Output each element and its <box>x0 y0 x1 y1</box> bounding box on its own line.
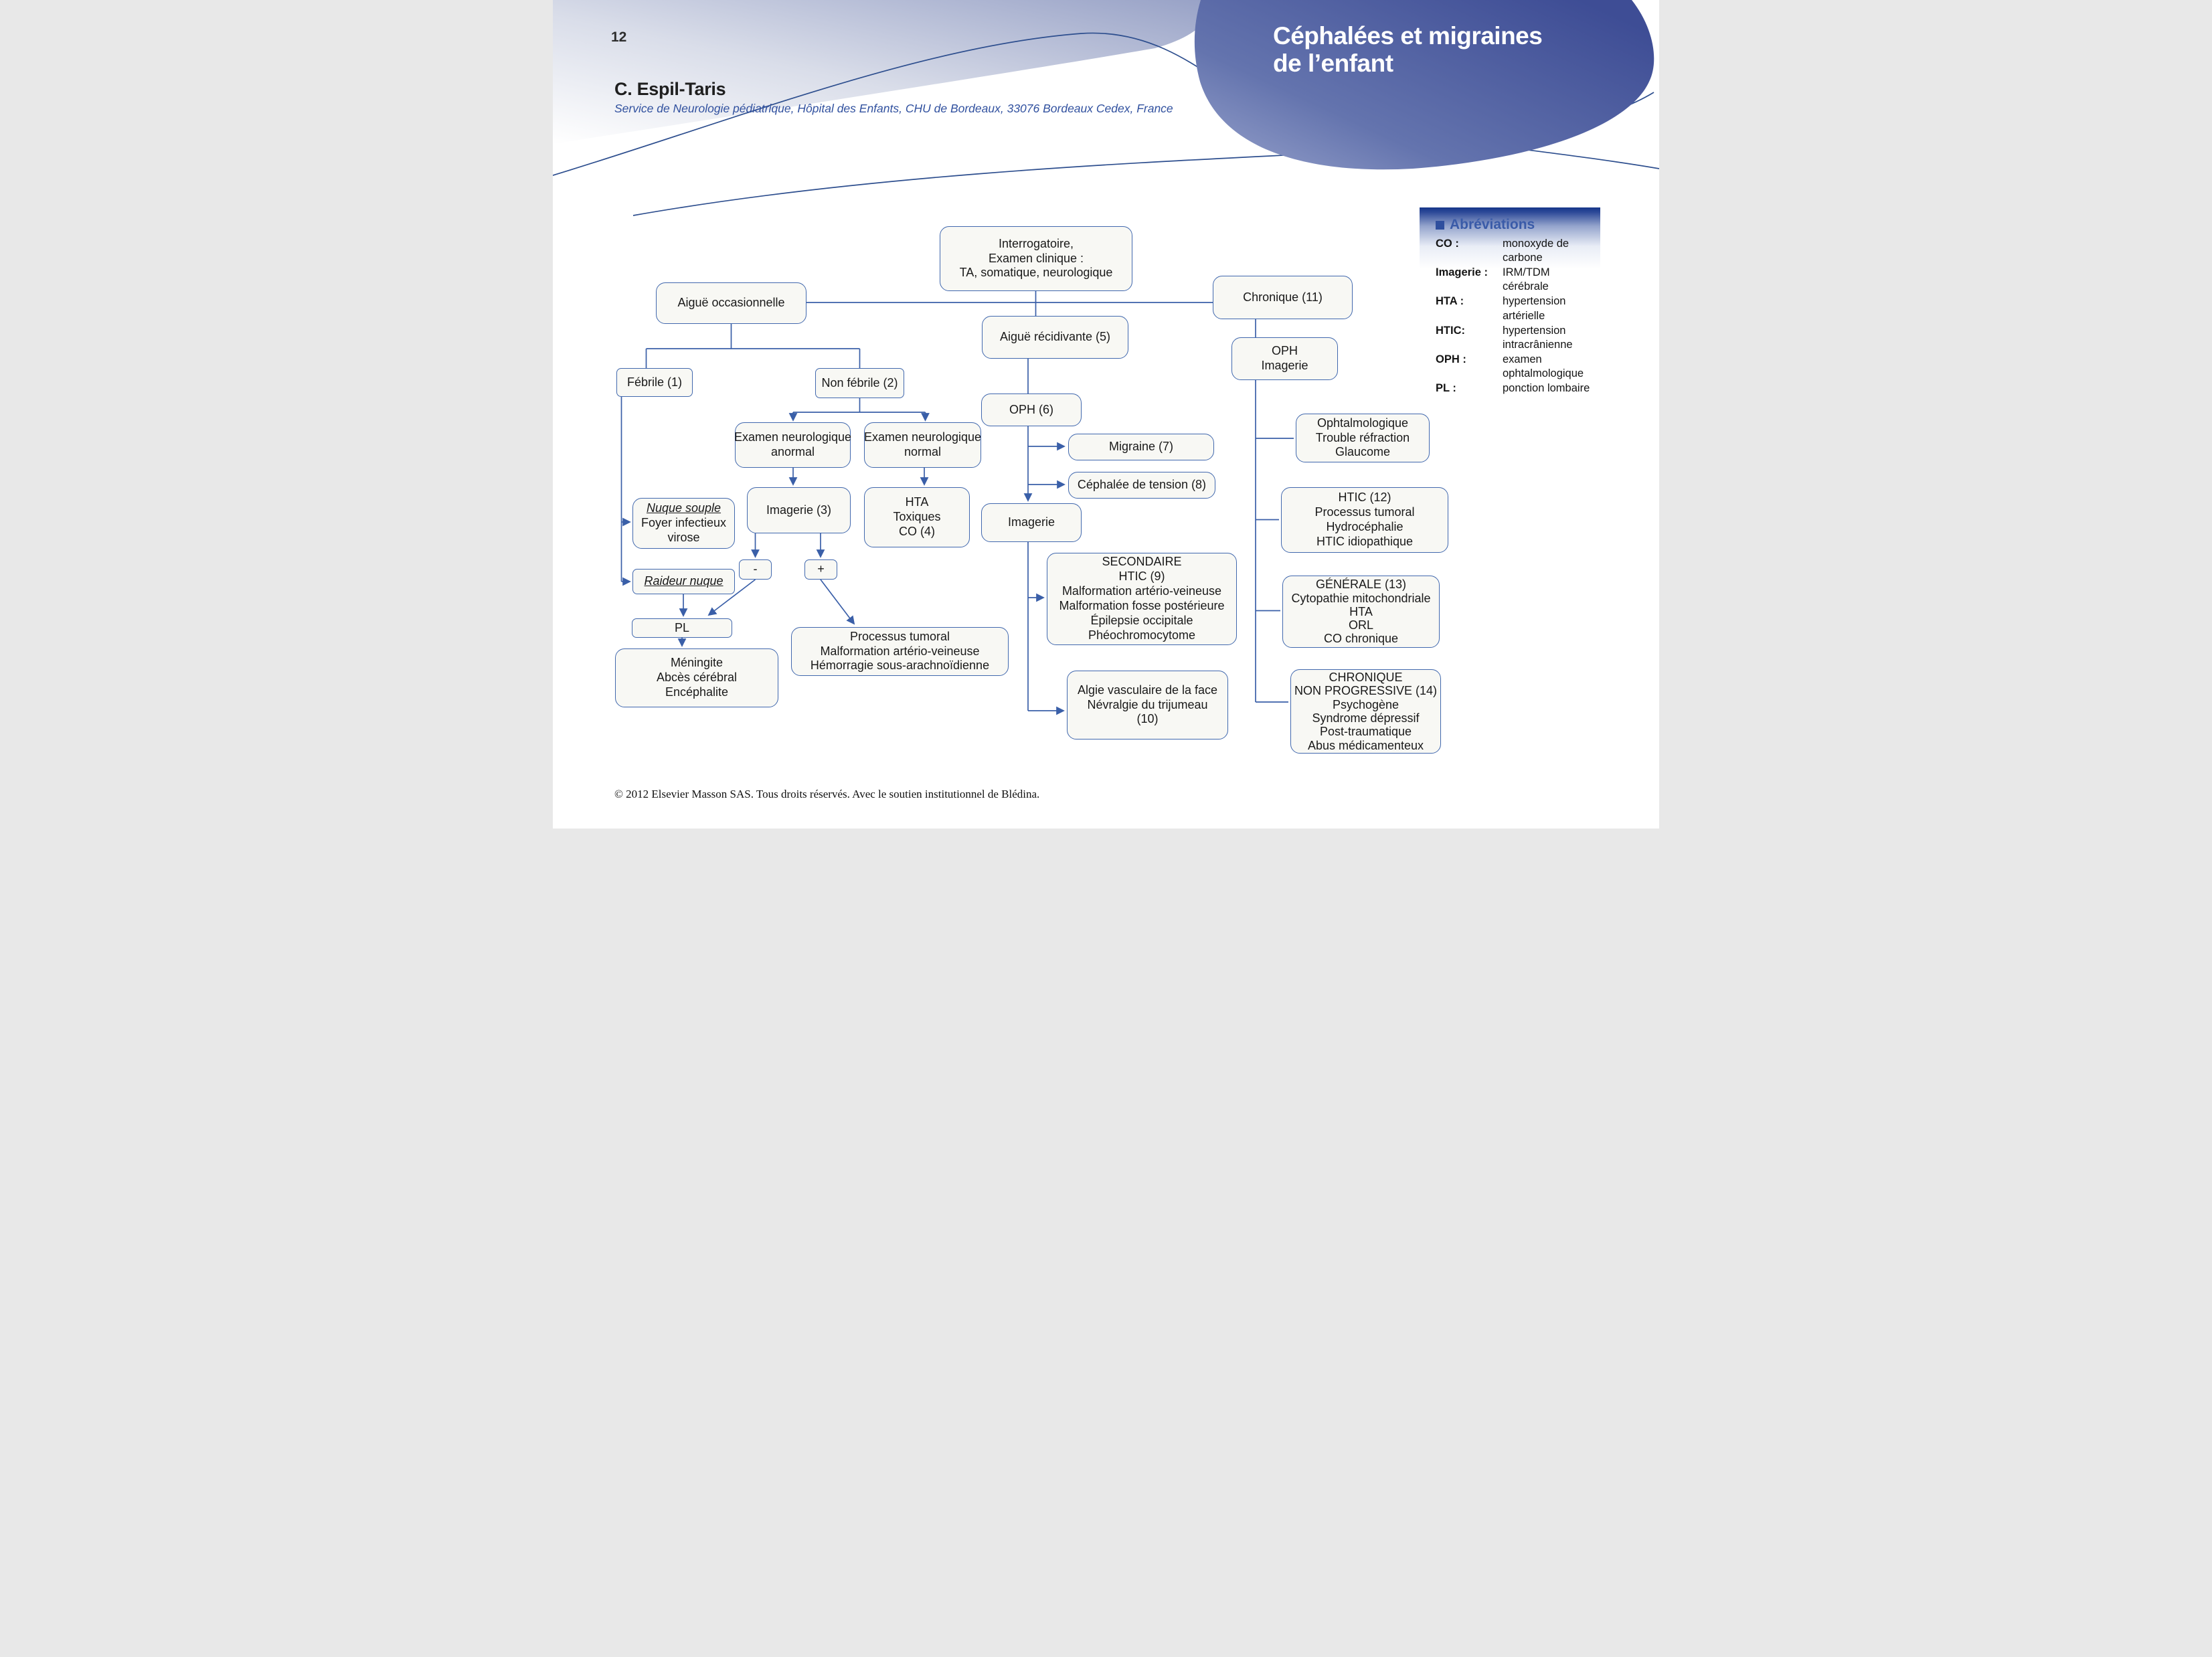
node-interrogatoire <box>940 226 1132 291</box>
node-line: Malformation fosse postérieure <box>1059 599 1225 612</box>
node-cephalee-de-tension-8 <box>1068 472 1215 499</box>
node-raideur-nuque <box>632 569 735 594</box>
node-line: Algie vasculaire de la face <box>1077 683 1218 697</box>
node-line: NON PROGRESSIVE (14) <box>1294 684 1438 698</box>
node-non-febrile-2 <box>815 368 904 398</box>
node-aigue-occasionnelle <box>656 282 806 324</box>
node-chronique-11 <box>1213 276 1353 319</box>
node-line: Aiguë occasionnelle <box>677 296 785 310</box>
node-line: Trouble réfraction <box>1315 430 1410 444</box>
author-name: C. Espil-Taris <box>614 79 726 99</box>
abbreviation-term: PL : <box>1436 382 1456 395</box>
node-line: Névralgie du trijumeau <box>1087 697 1208 711</box>
abbreviations-panel <box>1420 207 1600 400</box>
node-secondaire-9 <box>1047 553 1237 645</box>
node-line: Examen neurologique <box>863 430 982 444</box>
node-line: HTIC (12) <box>1338 491 1391 505</box>
node-line: PL <box>674 620 690 634</box>
node-line: Foyer infectieux <box>641 516 727 530</box>
node-htic-12 <box>1281 487 1448 553</box>
page-title-line2: de l’enfant <box>1273 49 1393 77</box>
node-line: Imagerie (3) <box>766 503 832 517</box>
node-line: Encéphalite <box>665 685 729 699</box>
node-pl <box>632 618 732 638</box>
abbreviation-term: HTA : <box>1436 295 1464 308</box>
node-line: CO (4) <box>899 524 935 538</box>
node-line: Syndrome dépressif <box>1312 711 1420 725</box>
node-line: Abcès cérébral <box>656 671 738 685</box>
node-line: GÉNÉRALE (13) <box>1315 578 1407 592</box>
abbreviation-term: Imagerie : <box>1436 266 1488 279</box>
abbreviation-term: HTIC: <box>1436 324 1465 337</box>
abbreviation-item <box>1420 266 1600 294</box>
node-line: Processus tumoral <box>849 629 950 643</box>
node-line: Post-traumatique <box>1319 725 1412 739</box>
node-imagerie-centrale <box>981 503 1082 542</box>
node-line: Phéochromocytome <box>1088 628 1196 642</box>
node-line: Raideur nuque <box>644 574 724 588</box>
abbreviation-definition: IRM/TDM cérébrale <box>1503 266 1550 293</box>
abbreviation-term: OPH : <box>1436 353 1466 365</box>
node-generale-13 <box>1282 576 1440 648</box>
node-line: Toxiques <box>893 510 941 524</box>
document-page <box>553 0 1659 828</box>
node-line: Interrogatoire, <box>998 236 1074 250</box>
node-line: Malformation artério-veineuse <box>820 644 980 658</box>
node-line: Ophtalmologique <box>1316 416 1409 430</box>
node-line: Méningite <box>670 656 724 670</box>
node-line: normal <box>904 445 942 458</box>
abbreviation-definition: ponction lombaire <box>1503 382 1590 395</box>
node-imagerie-negative <box>739 559 772 580</box>
node-imagerie-3 <box>747 487 851 533</box>
abbreviation-definition: hypertension artérielle <box>1503 295 1566 322</box>
node-febrile-1 <box>616 368 693 397</box>
node-line: Hydrocéphalie <box>1326 520 1403 533</box>
node-line: Cytopathie mitochondriale <box>1291 591 1431 605</box>
node-line: (10) <box>1136 712 1159 726</box>
node-line: CHRONIQUE <box>1329 671 1403 685</box>
node-line: Psychogène <box>1332 697 1399 711</box>
node-line: SECONDAIRE <box>1102 555 1182 569</box>
node-line: Abus médicamenteux <box>1307 738 1424 752</box>
node-line: ORL <box>1348 618 1373 632</box>
node-aigue-recidivante-5 <box>982 316 1128 359</box>
abbreviations-header <box>1420 214 1600 237</box>
node-line: Processus tumoral <box>1314 505 1415 519</box>
abbreviations-square-icon <box>1436 221 1444 230</box>
node-line: Aiguë récidivante (5) <box>999 330 1111 344</box>
node-line: Migraine (7) <box>1108 440 1174 454</box>
node-oph-imagerie <box>1231 337 1338 380</box>
node-nuque-souple <box>632 498 735 549</box>
node-line: Épilepsie occipitale <box>1090 613 1193 627</box>
node-line: OPH <box>1271 344 1298 358</box>
abbreviation-item <box>1420 353 1600 381</box>
node-line: CO chronique <box>1323 632 1399 646</box>
node-line: Malformation artério-veineuse <box>1061 584 1222 598</box>
node-line: TA, somatique, neurologique <box>959 266 1113 280</box>
abbreviation-term: CO : <box>1436 238 1459 250</box>
node-line: Non fébrile (2) <box>821 375 898 389</box>
node-line: HTA <box>1349 604 1373 618</box>
abbreviations-title: Abréviations <box>1450 217 1535 232</box>
node-line: Céphalée de tension (8) <box>1077 478 1207 492</box>
page-title-line1: Céphalées et migraines <box>1273 22 1543 50</box>
node-examen-neurologique-normal <box>864 422 981 468</box>
abbreviation-definition: hypertension intracrânienne <box>1503 324 1573 351</box>
copyright-note: © 2012 Elsevier Masson SAS. Tous droits réservés. Avec le soutien institutionnel de Blédina. <box>614 788 1040 800</box>
node-line: Examen neurologique <box>734 430 852 444</box>
node-ophtalmologique <box>1296 414 1430 462</box>
node-line: Imagerie <box>1007 515 1055 529</box>
node-line: - <box>753 562 758 576</box>
abbreviation-definition: examen ophtalmologique <box>1503 353 1584 379</box>
node-imagerie-positive <box>804 559 837 580</box>
abbreviation-item <box>1420 324 1600 352</box>
node-line: virose <box>667 530 700 544</box>
node-line: Nuque souple <box>646 501 721 515</box>
node-line: anormal <box>770 445 815 458</box>
node-line: Hémorragie sous-arachnoïdienne <box>810 659 990 673</box>
page-number: 12 <box>611 29 627 45</box>
node-hta-toxiques-co-4 <box>864 487 970 547</box>
node-line: Glaucome <box>1335 445 1391 459</box>
node-line: Chronique (11) <box>1243 290 1323 304</box>
node-algie-10 <box>1067 671 1228 739</box>
node-line: HTA <box>905 495 929 509</box>
abbreviation-definition: monoxyde de carbone <box>1503 238 1569 264</box>
node-line: Fébrile (1) <box>626 375 683 389</box>
node-migraine-7 <box>1068 434 1214 460</box>
node-line: HTIC (9) <box>1118 570 1165 584</box>
node-line: HTIC idiopathique <box>1316 534 1414 548</box>
author-affiliation: Service de Neurologie pédiatrique, Hôpital des Enfants, CHU de Bordeaux, 33076 Bordeaux Cedex, France <box>614 102 1173 115</box>
node-line: Examen clinique : <box>988 251 1084 265</box>
node-processus-tumoral <box>791 627 1009 676</box>
abbreviation-item <box>1420 381 1600 396</box>
node-line: OPH (6) <box>1009 402 1053 416</box>
node-line: Imagerie <box>1261 359 1308 372</box>
node-line: + <box>817 562 825 576</box>
node-chronique-non-progressive-14 <box>1290 669 1441 754</box>
abbreviation-item <box>1420 294 1600 323</box>
node-examen-neurologique-anormal <box>735 422 851 468</box>
abbreviation-item <box>1420 237 1600 265</box>
node-meningite <box>615 648 778 707</box>
page-title <box>1273 23 1542 77</box>
node-oph-6 <box>981 394 1082 426</box>
